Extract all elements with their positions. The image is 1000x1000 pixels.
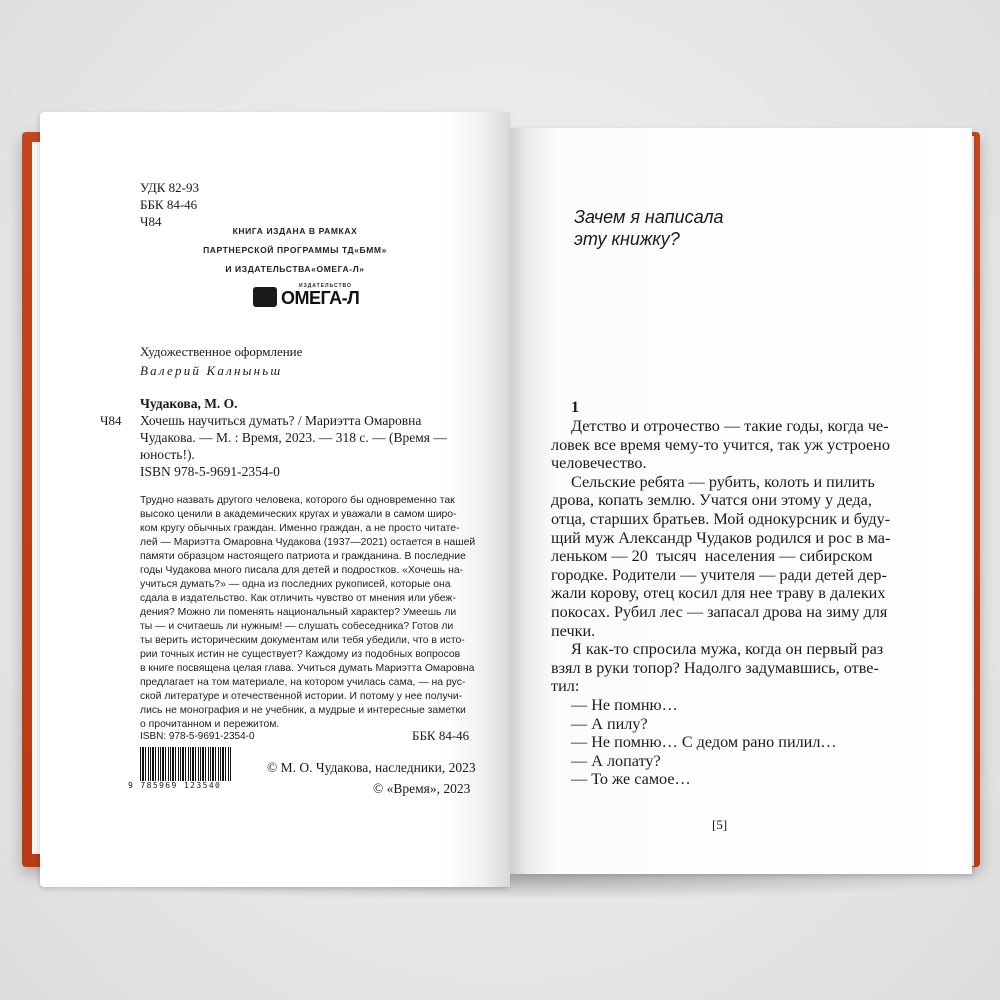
bbk-bottom: ББК 84-46 (412, 728, 470, 743)
annotation-line: лей — Мариэтта Омаровна Чудакова (1937—2021) остается в нашей (140, 537, 476, 548)
author-mark: Ч84 (140, 214, 162, 229)
publisher-logo-sub: ИЗДАТЕЛЬСТВО (299, 283, 352, 289)
designer-name: Валерий Калныньш (140, 363, 283, 378)
isbn: ISBN 978-5-9691-2354-0 (140, 464, 280, 479)
annotation (140, 494, 476, 732)
promo-line-3: И ИЗДАТЕЛЬСТВА«ОМЕГА-Л» (225, 264, 365, 274)
chapter-heading (574, 206, 724, 250)
dialogue-line: — А пилу? (571, 714, 648, 733)
dialogue-line: — Не помню… С дедом рано пилил… (571, 733, 837, 752)
author-name: Чудакова, М. О. (140, 396, 238, 411)
annotation-line: в книге посвящена целая глава. Учиться думать Мариэтта Омаровна (140, 663, 475, 674)
annotation-line: предлагает на том материале, на котором училась сама, — на рус- (140, 677, 466, 688)
bib-line-1: Хочешь научиться думать? / Мариэтта Омаровна (140, 413, 422, 428)
annotation-line: ты — и считаешь ли нужным! — слушать собеседника? Готов ли (140, 621, 454, 632)
text-line: Сельские ребята — рубить, колоть и пилить (571, 472, 875, 491)
text-line: леньком — 20 тысяч населения — сибирском (551, 547, 873, 566)
copyright-author: © М. О. Чудакова, наследники, 2023 (267, 760, 476, 775)
text-line: человечество. (551, 454, 647, 473)
udk-code: УДК 82-93 (140, 180, 200, 195)
text-line: покосах. Рубил лес — запасал дрова на зиму для (551, 602, 888, 621)
design-label: Художественное оформление (140, 344, 303, 359)
text-line: городке. Родители — учителя — ради детей дер- (551, 565, 887, 584)
isbn-small: ISBN: 978-5-9691-2354-0 (140, 731, 255, 742)
copyright-publisher: © «Время», 2023 (373, 781, 471, 796)
text-line: тил: (551, 677, 580, 696)
annotation-line: дения? Можно ли поменять национальный характер? Умеешь ли (140, 607, 457, 618)
body-text (551, 417, 889, 789)
text-line: Детство и отрочество — такие годы, когда че- (571, 417, 889, 435)
section-number: 1 (571, 398, 580, 416)
bib-line-2: Чудакова. — М. : Время, 2023. — 318 с. — (Время — (140, 430, 447, 445)
text-line: щий муж Александр Чудаков родился и рос в ма- (551, 528, 891, 547)
promo-line-2: ПАРТНЕРСКОЙ ПРОГРАММЫ ТД«БММ» (203, 245, 387, 255)
annotation-line: высоко ценили в академических кругах и уважали в самом широ- (140, 509, 457, 520)
text-line: взял в руки топор? Надолго задумавшись, отве- (551, 658, 879, 677)
annotation-line: годы Чудакова много писала для детей и подростков. «Хочешь на- (140, 565, 464, 576)
text-line: дрова, копать землю. Учатся они этому у деда, (551, 491, 872, 510)
annotation-line: ком кругу обычных граждан. Именно граждан, а не просто читате- (140, 523, 460, 534)
dialogue-line: — То же самое… (571, 770, 691, 789)
page-number: [5] (712, 817, 728, 832)
barcode-number: 9 785969 123540 (128, 781, 222, 790)
publisher-logo (253, 283, 373, 309)
annotation-line: о прочитанном и пережитом. (140, 719, 280, 730)
promo-line-1: КНИГА ИЗДАНА В РАМКАХ (232, 226, 358, 236)
text-line: жали корову, отец косил для нее траву в далеких (551, 584, 886, 603)
annotation-line: сдала в издательство. Как отличить чувство от мнения или убеж- (140, 593, 456, 604)
text-line: ловек все время чему-то учится, так уж устроено (551, 435, 890, 454)
bbk-code: ББК 84-46 (140, 197, 198, 212)
annotation-line: лись не монография и не учебник, а мудрые и интересные заметки (140, 705, 466, 716)
heading-line: эту книжку? (574, 229, 680, 249)
dialogue-line: — А лопату? (571, 751, 661, 770)
annotation-line: рии точных истин не существует? Каждому из подобных вопросов (140, 649, 461, 660)
barcode (140, 747, 232, 781)
annotation-line: памяти образцом настоящего патриота и гражданина. В последние (140, 551, 466, 562)
publisher-logo-text: ОМЕГА-Л (281, 288, 360, 308)
bib-line-3: юность!). (140, 447, 195, 462)
annotation-line: Трудно назвать другого человека, которого бы одновременно так (140, 495, 455, 506)
publisher-logo-mark (253, 287, 277, 307)
heading-line: Зачем я написала (574, 207, 724, 227)
text-line: Я как-то спросила мужа, когда он первый раз (571, 640, 884, 659)
annotation-line: учиться думать?» — одна из последних рукописей, которые она (140, 579, 451, 590)
dialogue-line: — Не помню… (571, 695, 678, 714)
annotation-line: ты верить историческим документам или тебя убедили, что в исто- (140, 635, 465, 646)
text-line: печки. (551, 621, 596, 640)
text-line: отца, старших братьев. Мой однокурсник и буду- (551, 509, 891, 528)
annotation-line: ской литературе и отечественной истории. И потому у нее получи- (140, 691, 463, 702)
author-code: Ч84 (100, 413, 122, 428)
